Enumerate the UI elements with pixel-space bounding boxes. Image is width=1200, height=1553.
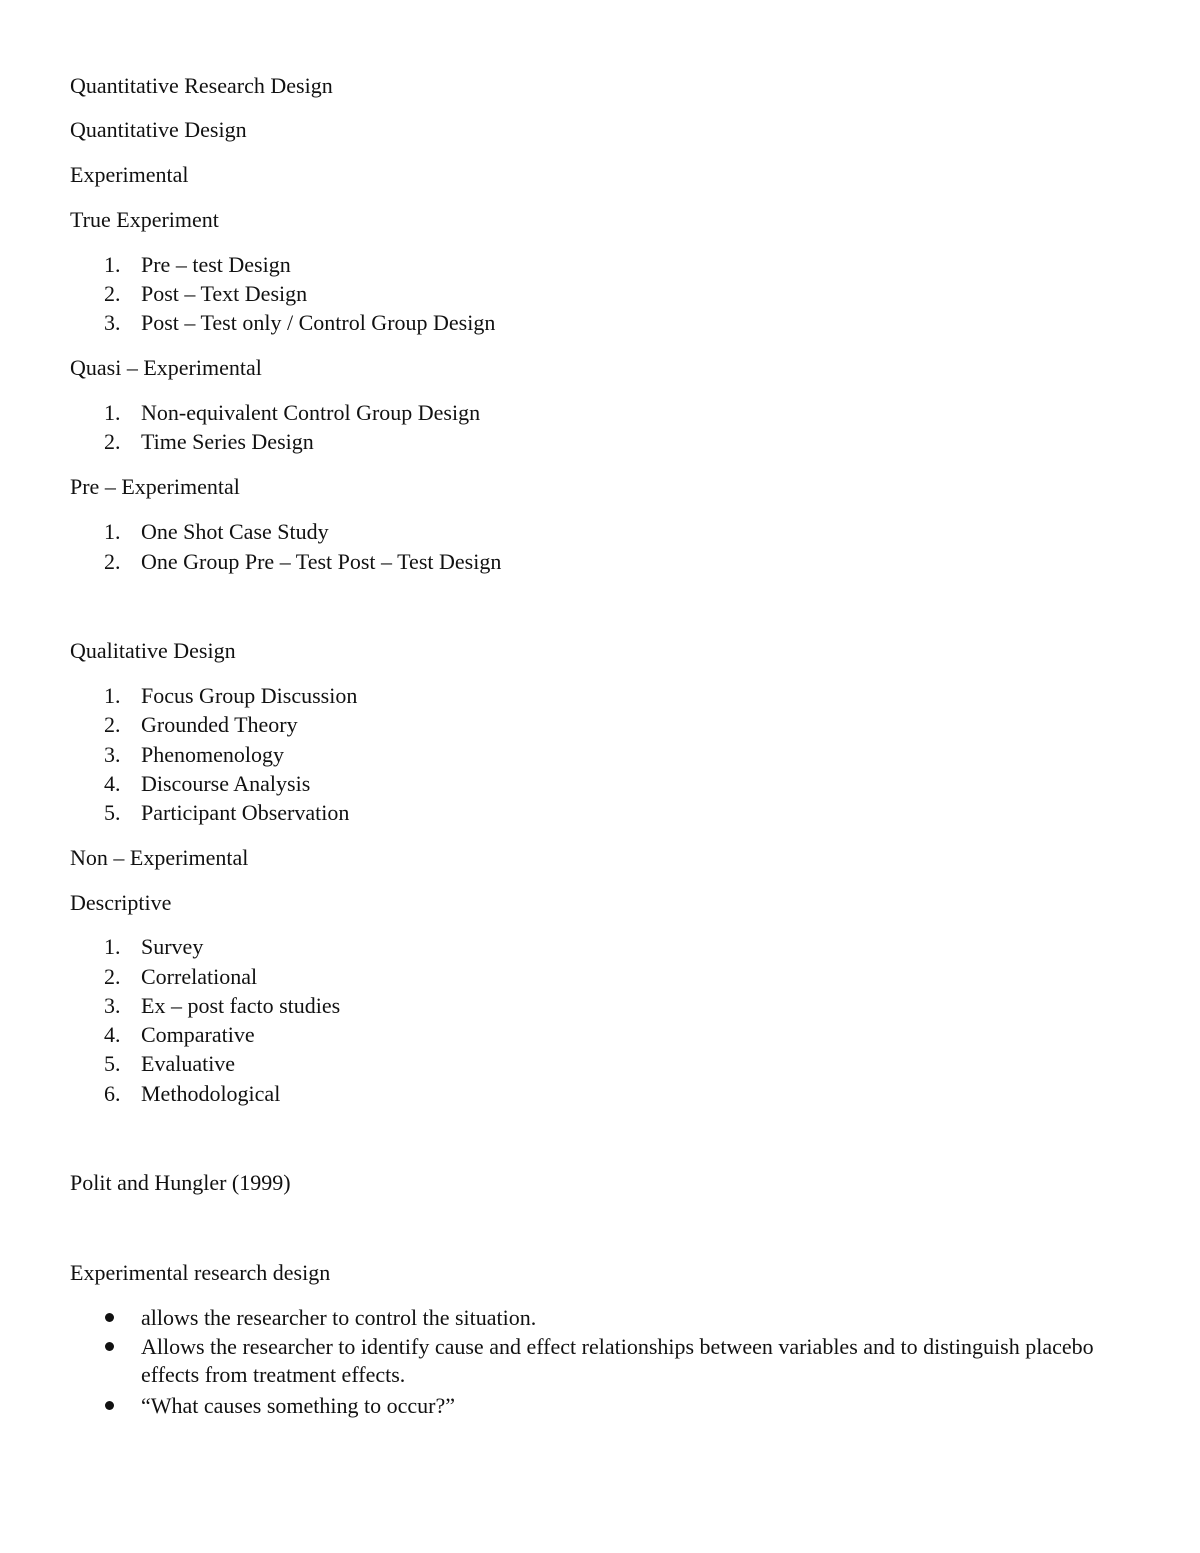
bullet-icon [105,1313,114,1322]
list-text: Pre – test Design [141,252,291,277]
list-text: Post – Text Design [141,281,308,306]
list-text: Methodological [141,1081,281,1106]
bullet-text: allows the researcher to control the situation. [141,1305,537,1330]
list-number: 4. [104,1022,121,1047]
list-text: Evaluative [141,1051,236,1076]
list-text: Phenomenology [141,742,284,767]
list-text: Correlational [141,964,258,989]
list-text: Grounded Theory [141,712,298,737]
list-number: 1. [104,252,121,277]
heading-pre-experimental: Pre – Experimental [70,474,240,499]
list-number: 1. [104,934,121,959]
list-text: Ex – post facto studies [141,993,341,1018]
list-text: One Group Pre – Test Post – Test Design [141,549,502,574]
list-text: Non-equivalent Control Group Design [141,400,481,425]
list-text: Discourse Analysis [141,771,311,796]
list-number: 3. [104,993,121,1018]
heading-true-experiment: True Experiment [70,207,219,232]
list-number: 1. [104,400,121,425]
list-number: 5. [104,1051,121,1076]
list-number: 1. [104,683,121,708]
list-number: 1. [104,519,121,544]
list-text: Participant Observation [141,800,350,825]
list-text: Post – Test only / Control Group Design [141,310,496,335]
heading-non-experimental: Non – Experimental [70,845,249,870]
list-number: 5. [104,800,121,825]
heading-qualitative-design: Qualitative Design [70,638,236,663]
list-text: Survey [141,934,204,959]
list-number: 2. [104,964,121,989]
list-number: 2. [104,429,121,454]
heading-quantitative-design: Quantitative Design [70,117,247,142]
list-number: 2. [104,549,121,574]
bullet-text: “What causes something to occur?” [141,1393,455,1418]
heading-quasi-experimental: Quasi – Experimental [70,355,262,380]
list-text: Time Series Design [141,429,314,454]
heading-experimental-research-design: Experimental research design [70,1260,331,1285]
list-number: 4. [104,771,121,796]
list-text: Comparative [141,1022,255,1047]
list-number: 3. [104,310,121,335]
bullet-icon [105,1401,114,1410]
bullet-text: Allows the researcher to identify cause and effect relationships between variables and to distinguish placebo effects from treatment effects. [141,1334,1094,1387]
list-text: Focus Group Discussion [141,683,358,708]
heading-experimental: Experimental [70,162,189,187]
list-number: 3. [104,742,121,767]
bullet-icon [105,1342,114,1351]
list-number: 6. [104,1081,121,1106]
list-text: One Shot Case Study [141,519,329,544]
list-number: 2. [104,281,121,306]
citation: Polit and Hungler (1999) [70,1170,291,1195]
heading-descriptive: Descriptive [70,890,172,915]
list-number: 2. [104,712,121,737]
document-title: Quantitative Research Design [70,73,333,98]
